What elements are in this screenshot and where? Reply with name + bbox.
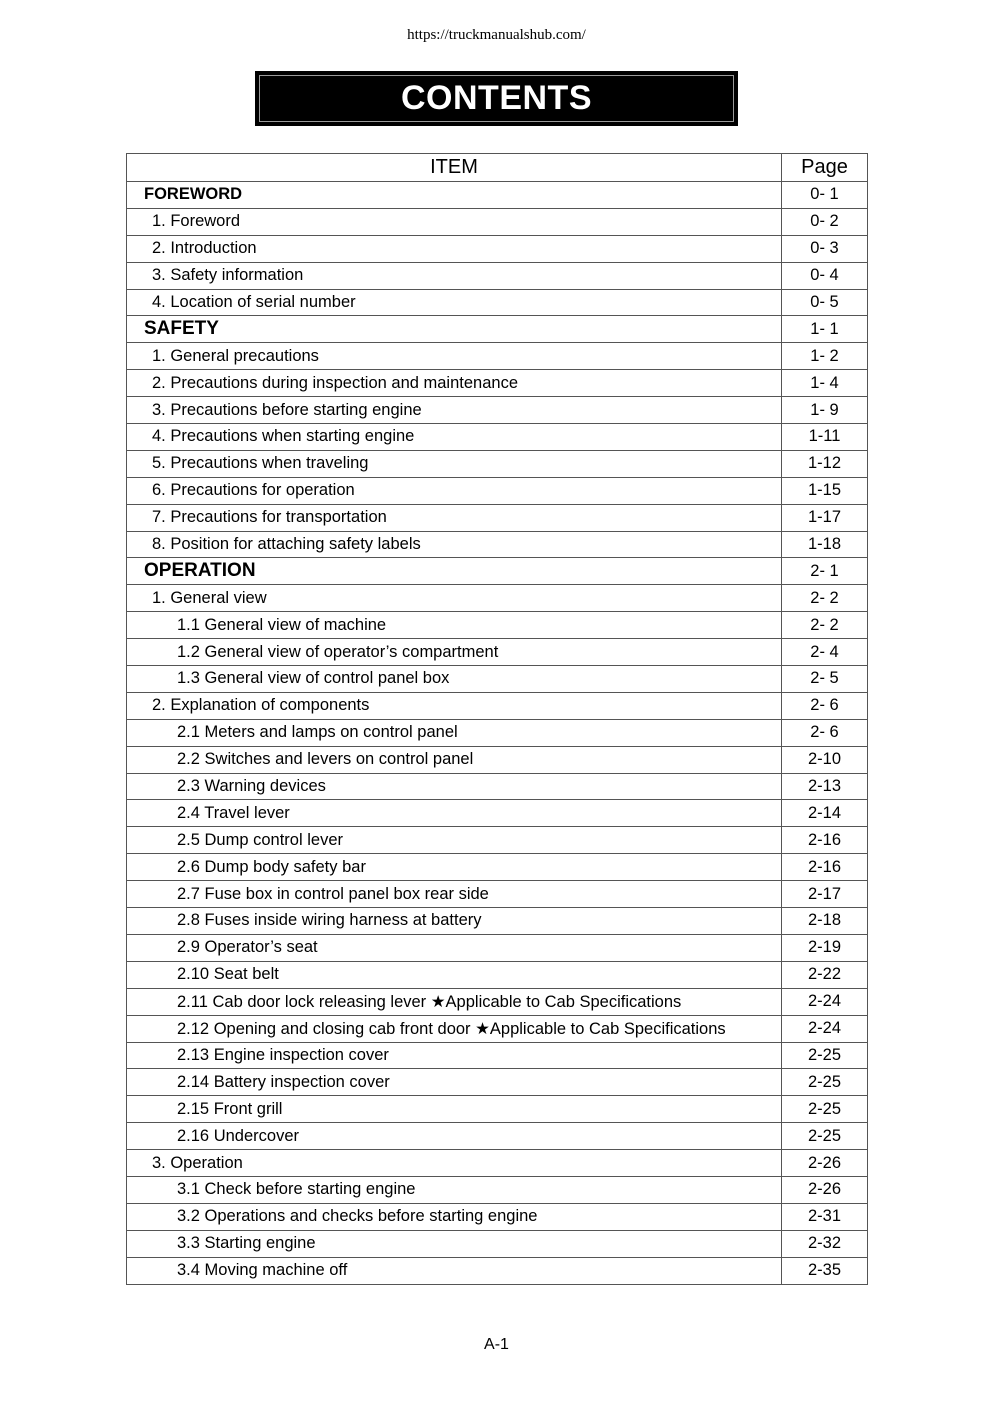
page-number: A-1 xyxy=(484,1336,509,1353)
toc-page-number: 2-13 xyxy=(782,773,868,800)
table-row xyxy=(127,1176,868,1203)
toc-page-number: 1-15 xyxy=(782,477,868,504)
toc-page-number: 1-17 xyxy=(782,504,868,531)
toc-page-number: 1- 1 xyxy=(782,316,868,343)
table-row xyxy=(127,1123,868,1150)
toc-item-label: 1.3 General view of control panel box xyxy=(127,666,782,693)
toc-page-number: 2-31 xyxy=(782,1203,868,1230)
toc-page-number: 0- 4 xyxy=(782,262,868,289)
contents-table xyxy=(126,153,868,1285)
toc-item-label: 3. Safety information xyxy=(127,262,782,289)
toc-item-label: 1. Foreword xyxy=(127,208,782,235)
table-row xyxy=(127,988,868,1015)
table-row xyxy=(127,1230,868,1257)
toc-item-label: 3. Operation xyxy=(127,1150,782,1177)
table-row xyxy=(127,1069,868,1096)
toc-item-label: 2.13 Engine inspection cover xyxy=(127,1042,782,1069)
toc-page-number: 1-11 xyxy=(782,424,868,451)
section-row xyxy=(127,558,868,585)
toc-item-label: 2.6 Dump body safety bar xyxy=(127,854,782,881)
toc-item-label: 2.12 Opening and closing cab front door ★Applicable to Cab Specifications xyxy=(127,1015,782,1042)
table-row xyxy=(127,370,868,397)
table-row xyxy=(127,881,868,908)
table-row xyxy=(127,612,868,639)
toc-page-number: 2- 6 xyxy=(782,692,868,719)
toc-item-label: 3. Precautions before starting engine xyxy=(127,397,782,424)
toc-item-label: 2.10 Seat belt xyxy=(127,961,782,988)
page-column-header: Page xyxy=(782,154,868,182)
toc-item-label: 2.14 Battery inspection cover xyxy=(127,1069,782,1096)
toc-item-label: 2.3 Warning devices xyxy=(127,773,782,800)
source-url: https://truckmanualshub.com/ xyxy=(407,27,586,43)
toc-item-label: 2.11 Cab door lock releasing lever ★Applicable to Cab Specifications xyxy=(127,988,782,1015)
toc-page-number: 1-18 xyxy=(782,531,868,558)
toc-item-label: 5. Precautions when traveling xyxy=(127,450,782,477)
toc-page-number: 1- 2 xyxy=(782,343,868,370)
table-row xyxy=(127,531,868,558)
toc-item-label: 2. Precautions during inspection and maintenance xyxy=(127,370,782,397)
table-row xyxy=(127,477,868,504)
table-header-row xyxy=(127,154,868,182)
toc-page-number: 2- 2 xyxy=(782,612,868,639)
table-row xyxy=(127,666,868,693)
table-row xyxy=(127,262,868,289)
toc-item-label: 1. General view xyxy=(127,585,782,612)
toc-item-label: 3.3 Starting engine xyxy=(127,1230,782,1257)
item-column-header: ITEM xyxy=(127,154,782,182)
toc-item-label: 1.2 General view of operator’s compartment xyxy=(127,639,782,666)
toc-item-label: 8. Position for attaching safety labels xyxy=(127,531,782,558)
table-row xyxy=(127,908,868,935)
toc-page-number: 0- 5 xyxy=(782,289,868,316)
table-row xyxy=(127,961,868,988)
toc-item-label: 2. Introduction xyxy=(127,235,782,262)
table-row xyxy=(127,692,868,719)
table-row xyxy=(127,1257,868,1284)
toc-item-label: 2. Explanation of components xyxy=(127,692,782,719)
toc-item-label: 3.4 Moving machine off xyxy=(127,1257,782,1284)
toc-item-label: 3.1 Check before starting engine xyxy=(127,1176,782,1203)
toc-item-label: 2.8 Fuses inside wiring harness at battery xyxy=(127,908,782,935)
toc-page-number: 2-26 xyxy=(782,1176,868,1203)
table-row xyxy=(127,719,868,746)
toc-page-number: 2- 5 xyxy=(782,666,868,693)
table-row xyxy=(127,1203,868,1230)
toc-page-number: 2-25 xyxy=(782,1123,868,1150)
toc-page-number: 2-24 xyxy=(782,1015,868,1042)
toc-item-label: FOREWORD xyxy=(127,182,782,209)
table-row xyxy=(127,397,868,424)
toc-item-label: 2.1 Meters and lamps on control panel xyxy=(127,719,782,746)
page-title: CONTENTS xyxy=(401,79,592,117)
contents-banner-inner xyxy=(259,75,734,122)
table-row xyxy=(127,1096,868,1123)
toc-page-number: 2- 1 xyxy=(782,558,868,585)
table-row xyxy=(127,639,868,666)
toc-page-number: 2-25 xyxy=(782,1069,868,1096)
toc-item-label: 4. Precautions when starting engine xyxy=(127,424,782,451)
toc-page-number: 2-10 xyxy=(782,746,868,773)
toc-page-number: 2-14 xyxy=(782,800,868,827)
toc-item-label: 2.2 Switches and levers on control panel xyxy=(127,746,782,773)
toc-item-label: 2.7 Fuse box in control panel box rear side xyxy=(127,881,782,908)
toc-item-label: 4. Location of serial number xyxy=(127,289,782,316)
toc-item-label: 1.1 General view of machine xyxy=(127,612,782,639)
table-row xyxy=(127,450,868,477)
toc-page-number: 2-25 xyxy=(782,1096,868,1123)
toc-item-label: 2.4 Travel lever xyxy=(127,800,782,827)
table-row xyxy=(127,424,868,451)
toc-page-number: 2- 4 xyxy=(782,639,868,666)
toc-page-number: 2-32 xyxy=(782,1230,868,1257)
section-row xyxy=(127,316,868,343)
toc-item-label: 2.15 Front grill xyxy=(127,1096,782,1123)
table-row xyxy=(127,934,868,961)
toc-page-number: 2-24 xyxy=(782,988,868,1015)
toc-page-number: 2- 2 xyxy=(782,585,868,612)
toc-page-number: 2-17 xyxy=(782,881,868,908)
toc-item-label: OPERATION xyxy=(127,558,782,585)
contents-banner xyxy=(255,71,738,126)
table-row xyxy=(127,504,868,531)
toc-page-number: 2-19 xyxy=(782,934,868,961)
toc-page-number: 0- 2 xyxy=(782,208,868,235)
table-row xyxy=(127,827,868,854)
table-row xyxy=(127,1150,868,1177)
table-row xyxy=(127,773,868,800)
toc-page-number: 2-18 xyxy=(782,908,868,935)
toc-page-number: 2-16 xyxy=(782,827,868,854)
table-row xyxy=(127,585,868,612)
toc-page-number: 0- 3 xyxy=(782,235,868,262)
table-row xyxy=(127,746,868,773)
toc-item-label: 3.2 Operations and checks before starting engine xyxy=(127,1203,782,1230)
toc-item-label: 2.5 Dump control lever xyxy=(127,827,782,854)
toc-item-label: 6. Precautions for operation xyxy=(127,477,782,504)
toc-item-label: 1. General precautions xyxy=(127,343,782,370)
toc-page-number: 1- 9 xyxy=(782,397,868,424)
toc-item-label: 2.16 Undercover xyxy=(127,1123,782,1150)
table-row xyxy=(127,1042,868,1069)
toc-page-number: 2-25 xyxy=(782,1042,868,1069)
table-row xyxy=(127,235,868,262)
toc-page-number: 0- 1 xyxy=(782,182,868,209)
table-row xyxy=(127,1015,868,1042)
toc-item-label: 7. Precautions for transportation xyxy=(127,504,782,531)
toc-page-number: 1- 4 xyxy=(782,370,868,397)
toc-item-label: SAFETY xyxy=(127,316,782,343)
toc-page-number: 2-26 xyxy=(782,1150,868,1177)
toc-page-number: 2- 6 xyxy=(782,719,868,746)
toc-page-number: 2-35 xyxy=(782,1257,868,1284)
table-row xyxy=(127,854,868,881)
toc-item-label: 2.9 Operator’s seat xyxy=(127,934,782,961)
contents-table-body xyxy=(127,182,868,1285)
section-row xyxy=(127,182,868,209)
table-row xyxy=(127,343,868,370)
table-row xyxy=(127,800,868,827)
table-row xyxy=(127,208,868,235)
toc-page-number: 2-22 xyxy=(782,961,868,988)
toc-page-number: 2-16 xyxy=(782,854,868,881)
table-row xyxy=(127,289,868,316)
toc-page-number: 1-12 xyxy=(782,450,868,477)
